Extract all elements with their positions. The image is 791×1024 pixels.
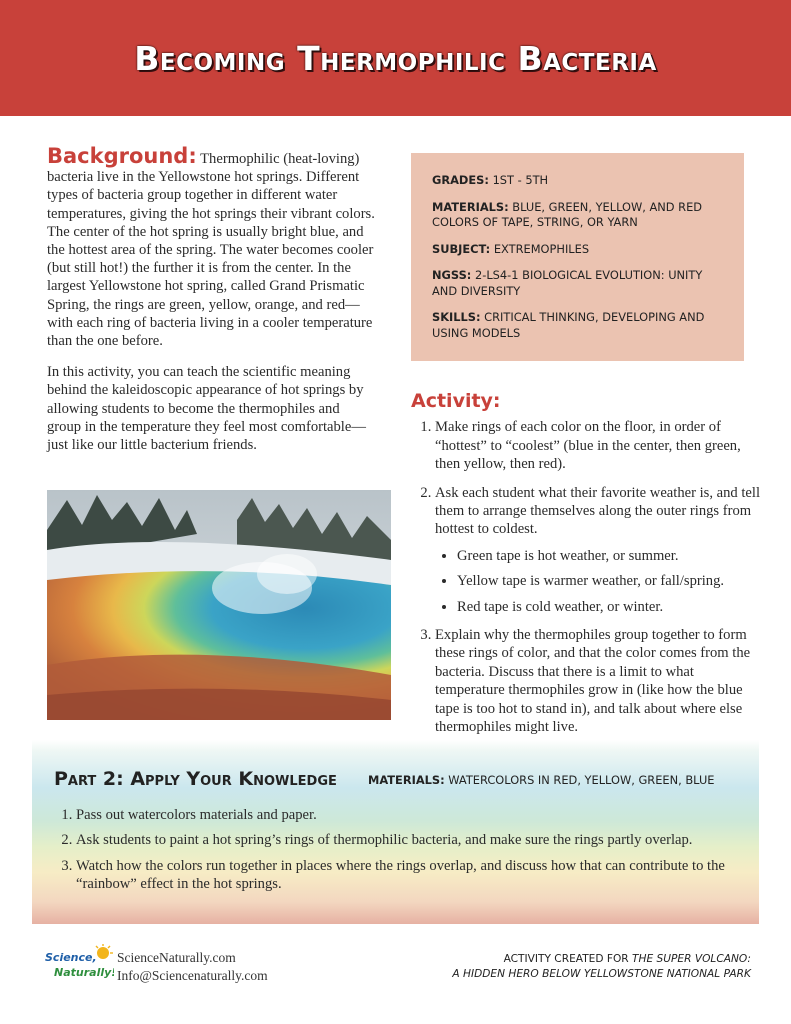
activity-step-2 [435, 484, 761, 616]
subject-label: SUBJECT: [432, 241, 491, 256]
skills-row [432, 310, 728, 341]
subject-value: EXTREMOPHILES [493, 241, 590, 256]
part2-steps [52, 806, 776, 901]
bullet-red: • Red tape is cold weather, or winter. [457, 598, 761, 616]
logo-text-2: Naturally! [54, 966, 114, 979]
grades-row [432, 173, 728, 189]
background-paragraph-2: In this activity, you can teach the scientific meaning behind the kaleidoscopic appearance of hot springs by allowing students to become the thermophiles and group in the temperature they feel most comfortable—just like our little bacterium friends. [47, 364, 366, 454]
part2-step-3: 3. Watch how the colors run together in places where the rings overlap, and discuss how that can contribute to the “rainbow” effect in the hot springs. [76, 857, 776, 894]
part2-section [32, 740, 759, 924]
ngss-value: 2-LS4-1 BIOLOGICAL EVOLUTION: UNITY AND DIVERSITY [432, 268, 703, 298]
background-heading: Background: [47, 144, 197, 168]
activity-step-2-text: Ask each student what their favorite weather is, and tell them to arrange themselves along the outer rings from hottest to coldest. [435, 484, 761, 538]
background-text-1: Thermophilic (heat-loving) bacteria live in the Yellowstone hot springs. Different types of bacteria group together in different water temperatures, giving the hot springs their vibrant colors. The center of the hot spring is usually bright blue, and the hottest area of the spring. The water becomes cooler (but still hot!) the further it is from the center. In the largest Yellowstone hot spring, called Grand Prismatic Spring, the rings are green, yellow, orange, and red—with each ring of bacteria living in a cooler temperature than the one before. [47, 151, 375, 350]
credit-prefix: ACTIVITY CREATED FOR [503, 953, 629, 965]
part2-materials-value: WATERCOLORS IN RED, YELLOW, GREEN, BLUE [448, 773, 715, 787]
website-link[interactable]: ScienceNaturally.com [117, 950, 236, 965]
skills-value: CRITICAL THINKING, DEVELOPING AND USING MODELS [432, 310, 705, 340]
logo-text-1: Science, [45, 951, 97, 964]
background-paragraph-1 [47, 144, 377, 350]
credit-line-1 [411, 952, 751, 967]
part2-materials [368, 773, 715, 787]
activity-section [411, 392, 761, 747]
part2-materials-label: MATERIALS: [368, 773, 445, 787]
page-header [0, 0, 791, 116]
email-link[interactable]: Info@Sciencenaturally.com [117, 968, 268, 983]
ngss-label: NGSS: [432, 268, 472, 282]
materials-value: BLUE, GREEN, YELLOW, AND RED COLORS OF TAPE, STRING, OR YARN [432, 199, 703, 229]
materials-row [432, 200, 728, 231]
activity-step-1-text: Make rings of each color on the floor, in order of “hottest” to “coolest” (blue in the center, then green, then yellow, then red). [435, 419, 741, 473]
footer-contact [117, 949, 268, 985]
science-naturally-logo [44, 944, 114, 984]
part2-title: Part 2: Apply Your Knowledge [54, 768, 337, 790]
activity-step-3 [435, 626, 761, 736]
activity-step-1 [435, 418, 761, 473]
page-title: Becoming Thermophilic Bacteria [134, 38, 657, 78]
activity-steps [411, 418, 761, 736]
credit-title-2: A HIDDEN HERO BELOW YELLOWSTONE NATIONAL PARK [452, 967, 751, 980]
grades-label: GRADES: [432, 173, 489, 187]
credit-title-1: THE SUPER VOLCANO: [632, 953, 751, 965]
logo-sun-icon [97, 947, 109, 959]
skills-label: SKILLS: [432, 310, 481, 324]
activity-bullets [435, 547, 761, 616]
part2-step-2: 2. Ask students to paint a hot spring’s rings of thermophilic bacteria, and make sure the rings partly overlap. [76, 831, 776, 849]
credit-line-2 [411, 967, 751, 982]
activity-step-3-text: Explain why the thermophiles group together to form these rings of color, and that the color comes from the bacteria. Discuss that there is a limit to what temperature thermophiles grow in (like how the blue tape is too hot to stand in), and talk about where else thermophiles might live. [435, 627, 751, 736]
subject-row [432, 242, 728, 258]
footer-credit [411, 952, 751, 981]
hot-spring-illustration [47, 490, 391, 720]
materials-label: MATERIALS: [432, 199, 509, 214]
activity-heading: Activity: [411, 390, 501, 412]
part2-step-1: 1. Pass out watercolors materials and paper. [76, 806, 776, 824]
info-box [411, 153, 744, 361]
bullet-yellow: • Yellow tape is warmer weather, or fall/spring. [457, 572, 761, 590]
grades-value: 1ST - 5TH [492, 173, 549, 187]
bullet-green: • Green tape is hot weather, or summer. [457, 547, 761, 565]
background-section [47, 144, 377, 467]
ngss-row [432, 268, 728, 299]
